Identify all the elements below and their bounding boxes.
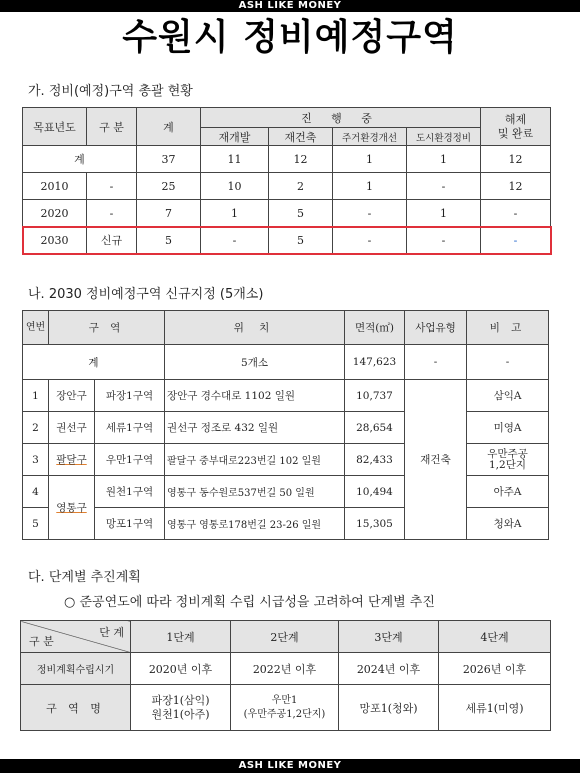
- cell-loc: 영통구 영통로178번길 23-26 일원: [165, 508, 345, 540]
- cell-zone: 파장1구역: [95, 380, 165, 412]
- cell-gu: 장안구: [49, 380, 95, 412]
- cell-total: 7: [137, 200, 201, 227]
- cell-redev: 11: [201, 146, 269, 173]
- section-b-heading: 나. 2030 정비예정구역 신규지정 (5개소): [28, 287, 264, 302]
- cell-gu: 영통구: [49, 476, 95, 540]
- cell-stage-1-zones: 파장1(삼익) 원천1(아주): [131, 685, 231, 731]
- cell-stage-2-timing: 2022년 이후: [231, 653, 339, 685]
- new-designation-table: [22, 310, 549, 540]
- cell-recon: 5: [269, 200, 333, 227]
- cell-type-merged: 재건축: [405, 380, 467, 540]
- header-diagonal: [21, 621, 131, 653]
- header-area: 구 역: [49, 311, 165, 345]
- row-label-zone-name: 구 역 명: [21, 685, 131, 731]
- section-c-heading: 다. 단계별 추진계획: [28, 570, 141, 585]
- cell-stage-1-timing: 2020년 이후: [131, 653, 231, 685]
- table-row: [23, 173, 551, 200]
- header-stage-2: 2단계: [231, 621, 339, 653]
- cell-note: 미영A: [467, 412, 549, 444]
- cell-total-size: 147,623: [345, 345, 405, 380]
- summary-table: [22, 107, 551, 254]
- bottom-banner: ASH LIKE MONEY: [0, 759, 580, 773]
- cell-total-label: 계: [23, 345, 165, 380]
- cell-recon: 5: [269, 227, 333, 254]
- cell-loc: 팔달구 중부대로223번길 102 일원: [165, 444, 345, 476]
- cell-no: 5: [23, 508, 49, 540]
- diag-stage-label: 단 계: [99, 626, 124, 639]
- header-residential-env: 주거환경개선: [333, 128, 407, 146]
- cell-redev: -: [201, 227, 269, 254]
- cell-year: 2010: [23, 173, 87, 200]
- cell-total-type: -: [405, 345, 467, 380]
- cell-env: -: [333, 200, 407, 227]
- cell-zone: 원천1구역: [95, 476, 165, 508]
- cell-year: 계: [23, 146, 137, 173]
- table-row-total: [23, 345, 549, 380]
- cell-note: 청와A: [467, 508, 549, 540]
- cell-redev: 10: [201, 173, 269, 200]
- cell-gu: 팔달구: [49, 444, 95, 476]
- cell-city: 1: [407, 146, 481, 173]
- cell-done: 12: [481, 146, 551, 173]
- header-stage-3: 3단계: [339, 621, 439, 653]
- table-row: [23, 380, 549, 412]
- cell-no: 4: [23, 476, 49, 508]
- cell-stage-4-timing: 2026년 이후: [439, 653, 551, 685]
- cell-no: 1: [23, 380, 49, 412]
- cell-env: -: [333, 227, 407, 254]
- cell-total: 5: [137, 227, 201, 254]
- cell-div: 신규: [87, 227, 137, 254]
- row-label-plan-timing: 정비계획수립시기: [21, 653, 131, 685]
- cell-stage-3-zones: 망포1(청와): [339, 685, 439, 731]
- header-type: 사업유형: [405, 311, 467, 345]
- cell-loc: 권선구 정조로 432 일원: [165, 412, 345, 444]
- header-completed: 해제 및 완료: [481, 108, 551, 146]
- cell-zone: 세류1구역: [95, 412, 165, 444]
- cell-redev: 1: [201, 200, 269, 227]
- cell-total-loc: 5개소: [165, 345, 345, 380]
- cell-no: 3: [23, 444, 49, 476]
- cell-recon: 12: [269, 146, 333, 173]
- table-row: [23, 412, 549, 444]
- highlighted-row-2030: [23, 227, 551, 254]
- cell-year: 2020: [23, 200, 87, 227]
- top-banner: ASH LIKE MONEY: [0, 0, 580, 12]
- table-row: [23, 444, 549, 476]
- cell-total: 25: [137, 173, 201, 200]
- header-total: 계: [137, 108, 201, 146]
- cell-zone: 망포1구역: [95, 508, 165, 540]
- cell-div: -: [87, 200, 137, 227]
- cell-size: 10,494: [345, 476, 405, 508]
- cell-size: 82,433: [345, 444, 405, 476]
- header-division: 구 분: [87, 108, 137, 146]
- header-size: 면적(㎡): [345, 311, 405, 345]
- header-year: 목표년도: [23, 108, 87, 146]
- table-row: [21, 653, 551, 685]
- cell-env: 1: [333, 173, 407, 200]
- header-urban-env: 도시환경정비: [407, 128, 481, 146]
- cell-note: 아주A: [467, 476, 549, 508]
- cell-done: -: [481, 200, 551, 227]
- header-note: 비 고: [467, 311, 549, 345]
- cell-city: 1: [407, 200, 481, 227]
- cell-note: 우만주공 1,2단지: [467, 444, 549, 476]
- cell-total-note: -: [467, 345, 549, 380]
- stage-plan-table: [20, 620, 551, 731]
- header-location: 위 치: [165, 311, 345, 345]
- cell-size: 15,305: [345, 508, 405, 540]
- cell-size: 10,737: [345, 380, 405, 412]
- diag-division-label: 구 분: [29, 635, 54, 648]
- cell-city: -: [407, 173, 481, 200]
- cell-zone: 우만1구역: [95, 444, 165, 476]
- cell-note: 삼익A: [467, 380, 549, 412]
- table-row: [21, 685, 551, 731]
- header-no: 연번: [23, 311, 49, 345]
- page-title: 수원시 정비예정구역: [122, 17, 458, 58]
- header-stage-4: 4단계: [439, 621, 551, 653]
- section-c-note: ○ 준공연도에 따라 정비계획 수립 시급성을 고려하여 단계별 추진: [64, 595, 435, 610]
- table-row: [23, 476, 549, 508]
- cell-loc: 장안구 경수대로 1102 일원: [165, 380, 345, 412]
- header-redevelopment: 재개발: [201, 128, 269, 146]
- cell-no: 2: [23, 412, 49, 444]
- header-stage-1: 1단계: [131, 621, 231, 653]
- cell-size: 28,654: [345, 412, 405, 444]
- table-row: [23, 508, 549, 540]
- cell-city: -: [407, 227, 481, 254]
- cell-year: 2030: [23, 227, 87, 254]
- cell-done: 12: [481, 173, 551, 200]
- cell-stage-4-zones: 세류1(미영): [439, 685, 551, 731]
- cell-env: 1: [333, 146, 407, 173]
- table-row: [23, 146, 551, 173]
- cell-loc: 영통구 동수원로537번길 50 일원: [165, 476, 345, 508]
- cell-gu: 권선구: [49, 412, 95, 444]
- cell-done: -: [481, 227, 551, 254]
- cell-recon: 2: [269, 173, 333, 200]
- table-row: [23, 200, 551, 227]
- section-a-heading: 가. 정비(예정)구역 총괄 현황: [28, 84, 193, 99]
- header-in-progress: 진 행 중: [201, 108, 481, 128]
- cell-stage-3-timing: 2024년 이후: [339, 653, 439, 685]
- cell-stage-2-zones: 우만1 (우만주공1,2단지): [231, 685, 339, 731]
- header-reconstruction: 재건축: [269, 128, 333, 146]
- cell-total: 37: [137, 146, 201, 173]
- cell-div: -: [87, 173, 137, 200]
